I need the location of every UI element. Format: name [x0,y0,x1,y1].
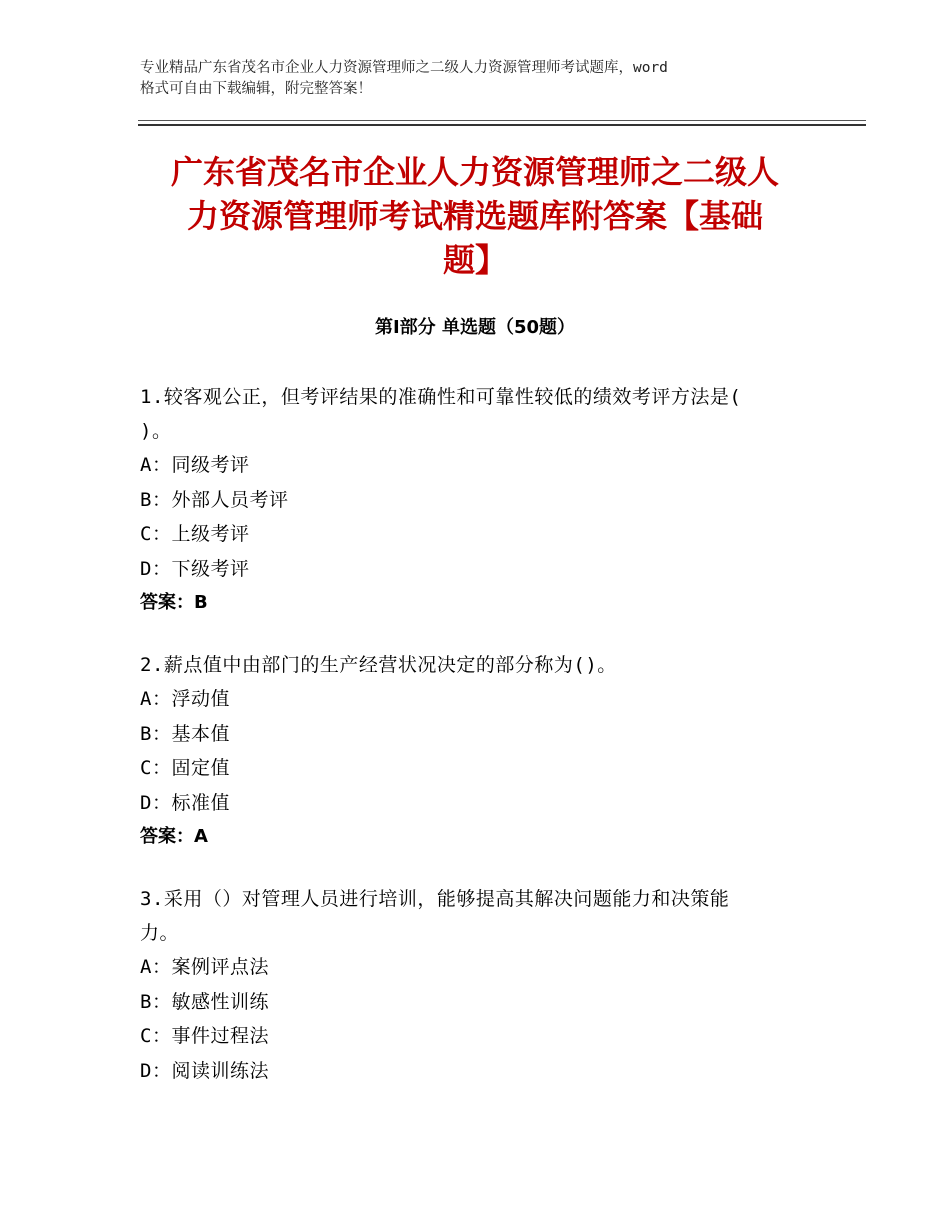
answer-label: 答案：B [140,592,208,613]
question-stem-line: 1.较客观公正，但考评结果的准确性和可靠性较低的绩效考评方法是( [140,386,742,408]
option-b: B：外部人员考评 [140,488,289,511]
section-heading: 第Ⅰ部分 单选题（50题） [374,317,575,338]
document-title [140,150,810,282]
header-note-line-2: 格式可自由下载编辑，附完整答案！ [140,81,372,97]
option-a: A：浮动值 [140,688,230,710]
option-b: B：基本值 [140,722,230,745]
option-c: C：事件过程法 [140,1025,269,1047]
document-title-line-2: 力资源管理师考试精选题库附答案【基础 [186,197,763,235]
option-d: D：标准值 [140,791,230,814]
question-stem [140,882,820,950]
question-2 [140,648,820,854]
document-title-line-1: 广东省茂名市企业人力资源管理师之二级人 [170,153,779,191]
question-stem-line: 3.采用（）对管理人员进行培训，能够提高其解决问题能力和决策能 [140,888,730,910]
question-3 [140,882,820,1088]
header-divider-thick [138,124,866,126]
option-a: A：同级考评 [140,454,250,476]
answer-label: 答案：A [140,826,208,847]
question-stem [140,648,820,682]
header-note [140,58,830,100]
option-d: D：下级考评 [140,557,250,580]
document-title-line-3: 题】 [442,241,507,279]
option-c: C：上级考评 [140,523,250,545]
question-stem [140,380,820,448]
question-1 [140,380,820,620]
option-d: D：阅读训练法 [140,1059,269,1082]
question-stem-line: )。 [140,420,172,442]
option-a: A：案例评点法 [140,956,269,978]
option-c: C：固定值 [140,757,230,779]
header-divider-thin [138,120,866,121]
option-b: B：敏感性训练 [140,990,269,1013]
question-list [140,380,820,1116]
question-stem-line: 力。 [140,922,180,944]
header-note-line-1: 专业精品广东省茂名市企业人力资源管理师之二级人力资源管理师考试题库，word [140,60,668,76]
question-stem-line: 2.薪点值中由部门的生产经营状况决定的部分称为()。 [140,654,617,676]
